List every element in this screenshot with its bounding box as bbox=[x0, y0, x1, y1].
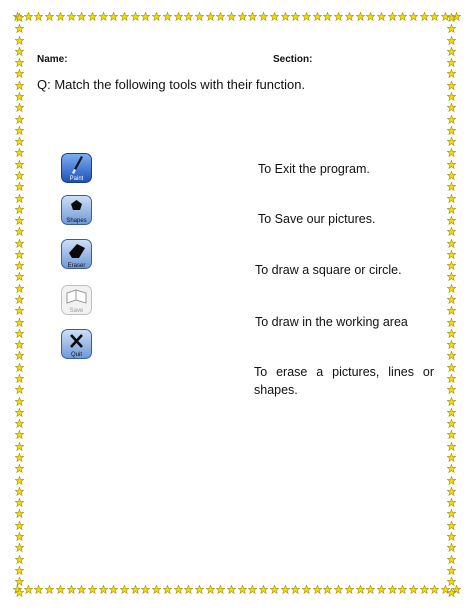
star-border-right bbox=[447, 13, 459, 598]
star-icon bbox=[15, 566, 24, 575]
star-icon bbox=[45, 12, 54, 21]
star-icon bbox=[77, 12, 86, 21]
star-icon bbox=[447, 566, 456, 575]
star-icon bbox=[447, 521, 456, 530]
star-icon bbox=[447, 58, 456, 67]
star-icon bbox=[388, 585, 397, 594]
star-icon bbox=[420, 585, 429, 594]
star-icon bbox=[447, 216, 456, 225]
star-icon bbox=[238, 585, 247, 594]
star-icon bbox=[447, 103, 456, 112]
function-item: To draw a square or circle. bbox=[255, 263, 402, 277]
star-icon bbox=[447, 543, 456, 552]
star-icon bbox=[174, 585, 183, 594]
star-icon bbox=[447, 464, 456, 473]
star-icon bbox=[447, 498, 456, 507]
paint-brush-icon bbox=[61, 153, 92, 183]
star-icon bbox=[15, 92, 24, 101]
star-icon bbox=[15, 295, 24, 304]
star-icon bbox=[15, 24, 24, 33]
star-icon bbox=[174, 12, 183, 21]
star-icon bbox=[270, 585, 279, 594]
star-icon bbox=[259, 585, 268, 594]
star-icon bbox=[15, 69, 24, 78]
star-icon bbox=[281, 585, 290, 594]
star-icon bbox=[447, 36, 456, 45]
star-icon bbox=[152, 585, 161, 594]
star-icon bbox=[15, 397, 24, 406]
star-icon bbox=[356, 12, 365, 21]
star-icon bbox=[447, 351, 456, 360]
star-icon bbox=[313, 12, 322, 21]
star-icon bbox=[447, 115, 456, 124]
star-icon bbox=[366, 585, 375, 594]
star-icon bbox=[430, 12, 439, 21]
star-icon bbox=[447, 272, 456, 281]
star-icon bbox=[15, 205, 24, 214]
star-icon bbox=[15, 137, 24, 146]
star-icon bbox=[109, 12, 118, 21]
star-icon bbox=[184, 585, 193, 594]
pentagon-shape-icon bbox=[61, 195, 92, 225]
star-icon bbox=[15, 464, 24, 473]
star-icon bbox=[270, 12, 279, 21]
star-icon bbox=[15, 306, 24, 315]
star-icon bbox=[447, 408, 456, 417]
eraser-tool bbox=[61, 239, 92, 269]
star-icon bbox=[15, 351, 24, 360]
star-icon bbox=[447, 194, 456, 203]
star-icon bbox=[206, 12, 215, 21]
star-icon bbox=[15, 453, 24, 462]
star-icon bbox=[291, 585, 300, 594]
star-icon bbox=[15, 171, 24, 180]
star-icon bbox=[15, 126, 24, 135]
star-icon bbox=[15, 487, 24, 496]
star-icon bbox=[216, 585, 225, 594]
star-icon bbox=[15, 521, 24, 530]
star-icon bbox=[447, 261, 456, 270]
star-icon bbox=[447, 126, 456, 135]
star-icon bbox=[313, 585, 322, 594]
star-icon bbox=[15, 272, 24, 281]
star-icon bbox=[248, 12, 257, 21]
tool-label: Save bbox=[69, 308, 84, 314]
star-icon bbox=[447, 205, 456, 214]
star-icon bbox=[15, 160, 24, 169]
star-icon bbox=[15, 476, 24, 485]
star-icon bbox=[15, 13, 24, 22]
star-icon bbox=[56, 12, 65, 21]
star-icon bbox=[206, 585, 215, 594]
star-icon bbox=[281, 12, 290, 21]
star-icon bbox=[15, 430, 24, 439]
save-book-icon bbox=[61, 285, 92, 315]
star-icon bbox=[15, 363, 24, 372]
star-icon bbox=[15, 329, 24, 338]
name-label: Name: bbox=[37, 54, 68, 65]
star-icon bbox=[15, 555, 24, 564]
star-icon bbox=[430, 585, 439, 594]
star-icon bbox=[447, 92, 456, 101]
star-icon bbox=[67, 585, 76, 594]
star-icon bbox=[15, 385, 24, 394]
star-icon bbox=[447, 47, 456, 56]
star-icon bbox=[447, 295, 456, 304]
star-icon bbox=[409, 12, 418, 21]
star-icon bbox=[447, 24, 456, 33]
star-icon bbox=[184, 12, 193, 21]
star-icon bbox=[302, 585, 311, 594]
quit-tool bbox=[61, 329, 92, 359]
function-item: To erase a pictures, lines or shapes. bbox=[254, 365, 434, 397]
star-icon bbox=[447, 363, 456, 372]
star-icon bbox=[34, 12, 43, 21]
star-icon bbox=[163, 585, 172, 594]
star-icon bbox=[398, 12, 407, 21]
star-icon bbox=[216, 12, 225, 21]
star-icon bbox=[302, 12, 311, 21]
star-icon bbox=[447, 284, 456, 293]
star-icon bbox=[377, 12, 386, 21]
star-icon bbox=[15, 216, 24, 225]
star-icon bbox=[447, 340, 456, 349]
star-icon bbox=[15, 408, 24, 417]
star-icon bbox=[227, 12, 236, 21]
star-icon bbox=[88, 585, 97, 594]
star-icon bbox=[409, 585, 418, 594]
star-icon bbox=[447, 419, 456, 428]
function-item: To Exit the program. bbox=[258, 162, 370, 176]
star-icon bbox=[366, 12, 375, 21]
star-icon bbox=[15, 227, 24, 236]
star-icon bbox=[15, 261, 24, 270]
function-item: To draw in the working area bbox=[255, 315, 408, 329]
star-icon bbox=[447, 160, 456, 169]
save-tool bbox=[61, 285, 92, 315]
star-icon bbox=[163, 12, 172, 21]
question-text: Q: Match the following tools with their function. bbox=[37, 77, 306, 92]
star-icon bbox=[447, 555, 456, 564]
star-icon bbox=[447, 329, 456, 338]
star-icon bbox=[447, 250, 456, 259]
star-icon bbox=[15, 318, 24, 327]
star-icon bbox=[447, 148, 456, 157]
star-icon bbox=[447, 487, 456, 496]
star-icon bbox=[323, 585, 332, 594]
star-icon bbox=[356, 585, 365, 594]
section-label: Section: bbox=[273, 54, 313, 65]
star-border-left bbox=[15, 13, 27, 598]
star-icon bbox=[345, 585, 354, 594]
star-icon bbox=[248, 585, 257, 594]
star-icon bbox=[99, 585, 108, 594]
star-icon bbox=[152, 12, 161, 21]
star-icon bbox=[447, 182, 456, 191]
star-border-top bbox=[13, 12, 461, 24]
star-icon bbox=[15, 532, 24, 541]
star-icon bbox=[447, 227, 456, 236]
star-icon bbox=[15, 148, 24, 157]
star-icon bbox=[15, 239, 24, 248]
star-icon bbox=[15, 577, 24, 586]
star-icon bbox=[67, 12, 76, 21]
star-icon bbox=[56, 585, 65, 594]
star-icon bbox=[447, 81, 456, 90]
star-icon bbox=[120, 585, 129, 594]
star-icon bbox=[195, 585, 204, 594]
star-icon bbox=[15, 182, 24, 191]
star-icon bbox=[447, 374, 456, 383]
star-icon bbox=[447, 430, 456, 439]
star-icon bbox=[15, 498, 24, 507]
star-icon bbox=[77, 585, 86, 594]
star-icon bbox=[15, 58, 24, 67]
star-border-bottom bbox=[13, 585, 461, 597]
star-icon bbox=[345, 12, 354, 21]
star-icon bbox=[447, 453, 456, 462]
star-icon bbox=[15, 340, 24, 349]
star-icon bbox=[447, 69, 456, 78]
star-icon bbox=[447, 532, 456, 541]
star-icon bbox=[15, 47, 24, 56]
star-icon bbox=[447, 577, 456, 586]
star-icon bbox=[15, 115, 24, 124]
function-item: To Save our pictures. bbox=[258, 212, 376, 226]
shapes-tool bbox=[61, 195, 92, 225]
star-icon bbox=[131, 12, 140, 21]
tool-label: Paint bbox=[69, 176, 84, 182]
eraser-icon bbox=[61, 239, 92, 269]
star-icon bbox=[131, 585, 140, 594]
star-icon bbox=[323, 12, 332, 21]
star-icon bbox=[420, 12, 429, 21]
star-icon bbox=[447, 442, 456, 451]
star-icon bbox=[447, 137, 456, 146]
star-icon bbox=[15, 374, 24, 383]
star-icon bbox=[334, 12, 343, 21]
star-icon bbox=[195, 12, 204, 21]
quit-x-icon bbox=[61, 329, 92, 359]
star-icon bbox=[238, 12, 247, 21]
star-icon bbox=[447, 171, 456, 180]
star-icon bbox=[447, 306, 456, 315]
star-icon bbox=[447, 397, 456, 406]
star-icon bbox=[227, 585, 236, 594]
star-icon bbox=[398, 585, 407, 594]
star-icon bbox=[120, 12, 129, 21]
star-icon bbox=[141, 12, 150, 21]
star-icon bbox=[291, 12, 300, 21]
star-icon bbox=[447, 476, 456, 485]
star-icon bbox=[447, 13, 456, 22]
star-icon bbox=[45, 585, 54, 594]
star-icon bbox=[447, 385, 456, 394]
star-icon bbox=[141, 585, 150, 594]
star-icon bbox=[15, 442, 24, 451]
star-icon bbox=[109, 585, 118, 594]
star-icon bbox=[15, 81, 24, 90]
star-icon bbox=[15, 588, 24, 597]
star-icon bbox=[447, 588, 456, 597]
star-icon bbox=[447, 239, 456, 248]
star-icon bbox=[15, 509, 24, 518]
star-icon bbox=[99, 12, 108, 21]
star-icon bbox=[15, 103, 24, 112]
star-icon bbox=[447, 509, 456, 518]
paint-tool bbox=[61, 153, 92, 183]
star-icon bbox=[15, 250, 24, 259]
star-icon bbox=[15, 194, 24, 203]
star-icon bbox=[447, 318, 456, 327]
star-icon bbox=[34, 585, 43, 594]
star-icon bbox=[259, 12, 268, 21]
tool-label: Eraser bbox=[67, 263, 86, 269]
star-icon bbox=[88, 12, 97, 21]
tool-label: Quit bbox=[70, 352, 83, 358]
star-icon bbox=[15, 36, 24, 45]
tool-label: Shapes bbox=[66, 218, 87, 224]
star-icon bbox=[388, 12, 397, 21]
star-icon bbox=[377, 585, 386, 594]
star-icon bbox=[15, 543, 24, 552]
star-icon bbox=[334, 585, 343, 594]
star-icon bbox=[15, 284, 24, 293]
star-icon bbox=[15, 419, 24, 428]
